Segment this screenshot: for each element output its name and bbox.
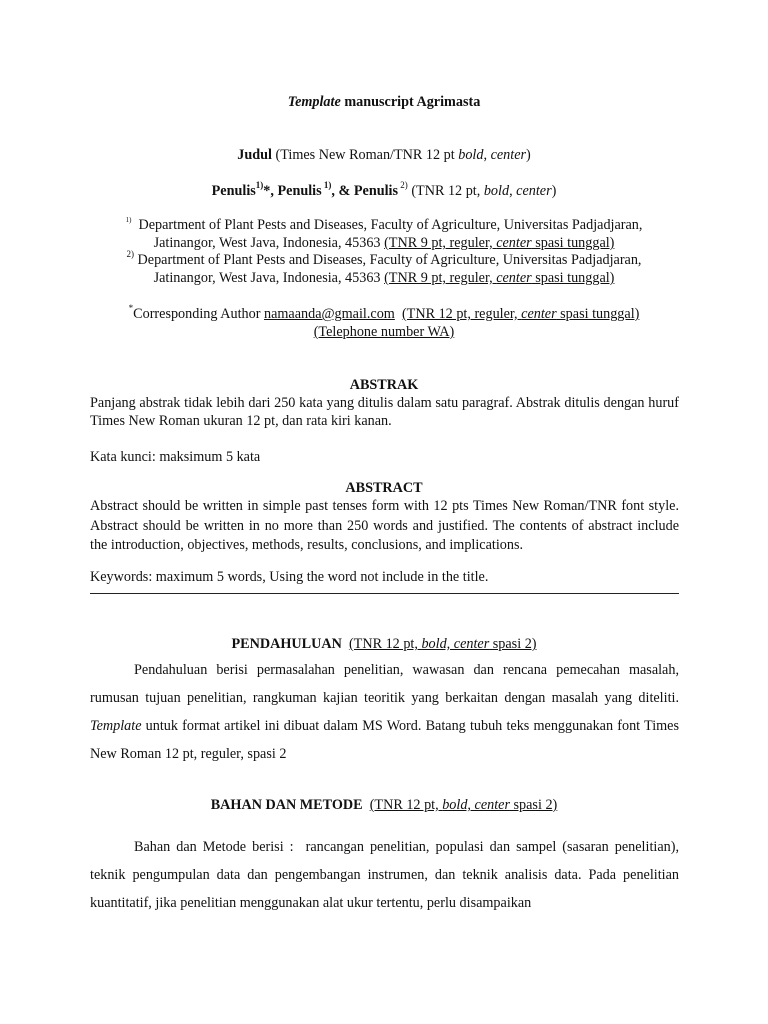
- pendahuluan-spec-b: spasi 2): [489, 636, 537, 652]
- corresponding-sup: *: [128, 303, 134, 314]
- affiliation-1-sup: 1): [125, 216, 132, 225]
- pendahuluan-body-a: Pendahuluan berisi permasalahan penelitian, wawasan dan rencana pemecahan masalah, rumusan tujuan penelitian, rangkuman kajian teoritik yang berkaitan dengan masalah yang diteliti.: [90, 662, 679, 706]
- pendahuluan-body-b: untuk format artikel ini dibuat dalam MS Word. Batang tubuh teks menggunakan font Times New Roman 12 pt, reguler, spasi 2: [90, 718, 679, 762]
- author-3: Penulis: [353, 183, 399, 199]
- bahan-spec: [370, 797, 558, 813]
- judul-spec-prefix: (Times New Roman/TNR 12 pt: [271, 147, 459, 163]
- abstrak-keywords: Kata kunci: maksimum 5 kata: [90, 449, 261, 465]
- authors-spec-bold: bold: [483, 183, 510, 199]
- judul-line: [0, 146, 768, 164]
- bahan-gap: [363, 797, 370, 813]
- judul-spec-bold: bold: [458, 147, 484, 163]
- corresponding-spec: [402, 306, 639, 322]
- affiliation-2-spec-a: (TNR 9 pt, reguler,: [384, 270, 497, 286]
- affiliation-1-spec-center: center: [496, 235, 532, 251]
- bahan-heading-line: [0, 796, 768, 814]
- pendahuluan-spec-bold: bold, center: [421, 636, 490, 652]
- affiliation-2-spec-b: spasi tunggal): [531, 270, 615, 286]
- authors-spec-close: ): [551, 183, 557, 199]
- affiliation-2-spec-center: center: [496, 270, 532, 286]
- affiliation-1-line-1: [0, 216, 768, 234]
- bahan-spec-a: (TNR 12 pt,: [369, 797, 443, 813]
- affiliation-1-text: Department of Plant Pests and Diseases, Faculty of Agriculture, Universitas Padjadjaran,: [138, 217, 643, 233]
- pendahuluan-heading-line: [0, 635, 768, 653]
- corresponding-email-link[interactable]: namaanda@gmail.com: [263, 306, 395, 322]
- authors-spec-prefix: (TNR 12 pt,: [407, 183, 484, 199]
- affiliation-2-sup: 2): [126, 249, 134, 260]
- affiliation-1-address: Jatinangor, West Java, Indonesia, 45363: [153, 235, 385, 251]
- affiliation-2-address: Jatinangor, West Java, Indonesia, 45363: [153, 270, 385, 286]
- author-1: Penulis: [211, 183, 256, 199]
- affiliation-2-text: Department of Plant Pests and Diseases, Faculty of Agriculture, Universitas Padjadjaran,: [134, 252, 642, 268]
- abstract-body: Abstract should be written in simple past tenses form with 12 pts Times New Roman/TNR font style. Abstract should be written in no more than 250 words and justified. The contents of abstract include the introduction, objectives, methods, results, conclusions, and implications.: [90, 498, 679, 553]
- affiliation-2-line-2: [0, 269, 768, 287]
- affiliation-1-line-2: [0, 234, 768, 252]
- title-italic: Template: [287, 94, 341, 110]
- affiliation-1-spec: [384, 235, 614, 251]
- pendahuluan-heading: PENDAHULUAN: [231, 636, 342, 652]
- affiliation-2-line-1: [0, 251, 768, 269]
- author-2: Penulis: [277, 183, 322, 199]
- judul-spec-center: center: [490, 147, 527, 163]
- corresponding-line: [0, 305, 768, 323]
- judul-label: Judul: [237, 147, 272, 163]
- judul-spec-close: ): [526, 147, 531, 163]
- abstract-keywords: Keywords: maximum 5 words, Using the word not include in the title.: [90, 569, 489, 585]
- section-divider: [90, 593, 679, 594]
- pendahuluan-body: [90, 656, 679, 768]
- corresponding-phone: (Telephone number WA): [313, 324, 455, 340]
- author-1-mark: *,: [263, 183, 278, 199]
- bahan-spec-bold: bold, center: [442, 797, 510, 813]
- affiliation-1-spec-b: spasi tunggal): [531, 235, 615, 251]
- affiliation-1-spec-a: (TNR 9 pt, reguler,: [384, 235, 497, 251]
- affiliation-2-spec: [384, 270, 614, 286]
- bahan-spec-b: spasi 2): [509, 797, 558, 813]
- authors-spec-center: center: [516, 183, 552, 199]
- corresponding-phone-line: [0, 323, 768, 341]
- authors-spec-sep: ,: [509, 183, 517, 199]
- judul-spec-sep: ,: [483, 147, 491, 163]
- abstrak-body: Panjang abstrak tidak lebih dari 250 kata yang ditulis dalam satu paragraf. Abstrak ditulis dengan huruf Times New Roman ukuran 12 pt, dan rata kiri kanan.: [90, 395, 679, 429]
- author-1-sup: 1): [255, 180, 264, 191]
- abstrak-heading: ABSTRAK: [349, 377, 419, 393]
- title-rest: manuscript Agrimasta: [340, 94, 481, 110]
- abstract-heading: ABSTRACT: [345, 480, 423, 496]
- pendahuluan-spec: [349, 636, 537, 652]
- corresponding-spec-b: spasi tunggal): [556, 306, 640, 322]
- bahan-body: Bahan dan Metode berisi : rancangan penelitian, populasi dan sampel (sasaran penelitian), teknik pengumpulan data dan pengembangan instrumen, dan teknik analisis data. Pada penelitian kuantitatif, jika penelitian menggunakan alat ukur tertentu, perlu disampaikan: [90, 839, 683, 911]
- authors-line: [0, 182, 768, 200]
- corresponding-label: Corresponding Author: [133, 306, 264, 322]
- corresponding-spec-center: center: [521, 306, 557, 322]
- pendahuluan-body-italic: Template: [90, 718, 142, 734]
- document-title: [0, 93, 768, 111]
- bahan-heading: BAHAN DAN METODE: [210, 797, 363, 813]
- author-sep: , &: [331, 183, 354, 199]
- pendahuluan-gap: [342, 636, 349, 652]
- author-3-sup: 2): [398, 180, 408, 191]
- author-2-sup: 1): [321, 180, 332, 191]
- corresponding-gap: [395, 306, 402, 322]
- corresponding-spec-a: (TNR 12 pt, reguler,: [401, 306, 522, 322]
- pendahuluan-spec-a: (TNR 12 pt,: [348, 636, 422, 652]
